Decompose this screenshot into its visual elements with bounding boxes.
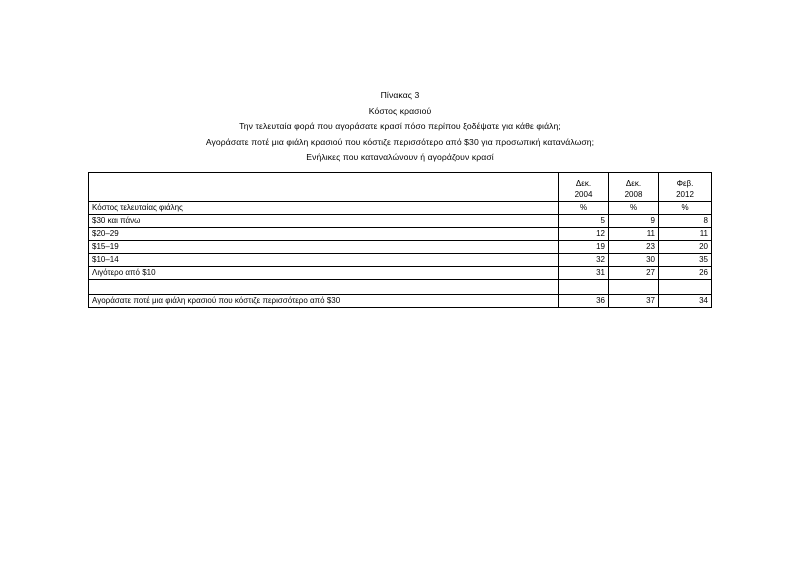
cell-value: 26 <box>659 267 712 280</box>
empty-cell <box>609 280 659 295</box>
cell-value: 19 <box>559 241 609 254</box>
table-header <box>0 88 800 166</box>
percent-label: % <box>659 202 712 215</box>
wine-cost-table <box>88 172 712 308</box>
empty-cell <box>659 280 712 295</box>
row-label: $30 και πάνω <box>89 215 559 228</box>
row-label: $15–19 <box>89 241 559 254</box>
cell-value: 32 <box>559 254 609 267</box>
percent-label: % <box>609 202 659 215</box>
cell-value: 23 <box>609 241 659 254</box>
question-1: Την τελευταία φορά που αγοράσατε κρασί πόσο περίπου ξοδέψατε για κάθε φιάλη; <box>239 121 561 131</box>
summary-row <box>89 295 712 308</box>
section-row <box>89 202 712 215</box>
cell-value: 11 <box>609 228 659 241</box>
cell-value: 37 <box>609 295 659 308</box>
empty-cell <box>559 280 609 295</box>
row-label: $10–14 <box>89 254 559 267</box>
cell-value: 30 <box>609 254 659 267</box>
question-2: Αγοράσατε ποτέ μια φιάλη κρασιού που κόστιζε περισσότερο από $30 για προσωπική κατανάλωση; <box>205 136 595 147</box>
cell-value: 5 <box>559 215 609 228</box>
row-label: $20–29 <box>89 228 559 241</box>
table-title: Κόστος κρασιού <box>368 105 432 116</box>
col-header-feb-2012: Φεβ. 2012 <box>659 173 712 202</box>
table-row <box>89 228 712 241</box>
cell-value: 12 <box>559 228 609 241</box>
table-number: Πίνακας 3 <box>380 90 420 100</box>
section-label: Κόστος τελευταίας φιάλης <box>89 202 559 215</box>
cell-value: 8 <box>659 215 712 228</box>
cell-value: 34 <box>659 295 712 308</box>
table-row <box>89 254 712 267</box>
table-row <box>89 241 712 254</box>
cell-value: 35 <box>659 254 712 267</box>
row-label: Λιγότερο από $10 <box>89 267 559 280</box>
table-row <box>89 215 712 228</box>
cell-value: 31 <box>559 267 609 280</box>
empty-cell <box>89 280 559 295</box>
cell-value: 27 <box>609 267 659 280</box>
column-header-row <box>89 173 712 202</box>
corner-cell <box>89 173 559 202</box>
cell-value: 9 <box>609 215 659 228</box>
col-header-dec-2008: Δεκ. 2008 <box>609 173 659 202</box>
cell-value: 11 <box>659 228 712 241</box>
summary-label: Αγοράσατε ποτέ μια φιάλη κρασιού που κόστιζε περισσότερο από $30 <box>89 295 559 308</box>
table-row <box>89 267 712 280</box>
cell-value: 20 <box>659 241 712 254</box>
cell-value: 36 <box>559 295 609 308</box>
population-note: Ενήλικες που καταναλώνουν ή αγοράζουν κρασί <box>306 152 494 162</box>
percent-label: % <box>559 202 609 215</box>
spacer-row <box>89 280 712 295</box>
col-header-dec-2004: Δεκ. 2004 <box>559 173 609 202</box>
